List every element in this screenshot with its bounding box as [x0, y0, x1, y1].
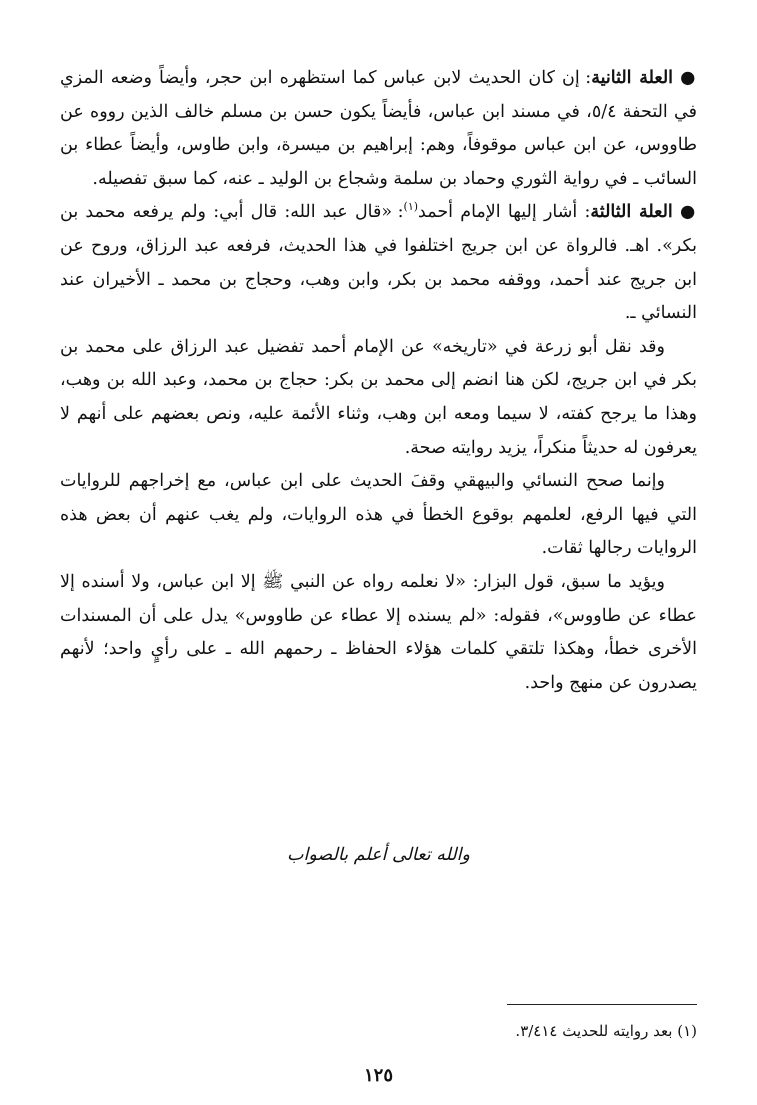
bullet-icon: ● — [680, 202, 697, 223]
paragraph-text: ويؤيد ما سبق، قول البزار: «لا نعلمه رواه عن النبي ﷺ إلا ابن عباس، ولا أسنده إلا عطاء عن طاووس»، فقوله: «لم يسنده إلا عطاء عن طاووس» يدل على أن المسندات الأخرى خطأ، وهكذا تلتقي كلمات هؤلاء الحفاظ ـ رحمهم الله ـ على رأيٍ واحد؛ لأنهم يصدرون عن منهج واحد. — [60, 571, 697, 693]
paragraph-text: : أشار إليها الإمام أحمد — [418, 202, 591, 223]
page-body — [60, 62, 697, 1105]
footnote-marker[interactable]: (١) — [403, 200, 419, 214]
paragraph-third-defect — [60, 196, 697, 330]
page-number: ١٢٥ — [363, 1065, 393, 1086]
paragraph-text: وقد نقل أبو زرعة في «تاريخه» عن الإمام أحمد تفضيل عبد الرزاق على محمد بن بكر في ابن جريج، لكن هنا انضم إلى محمد بن بكر: حجاج بن محمد، وعبد الله بن وهب، وهذا ما يرجح كفته، لا سيما ومعه ابن وهب، وثناء الأئمة عليه، ونص بعضهم على أنهم لا يعرفون له حديثاً منكراً، يزيد روايته صحة. — [60, 336, 697, 458]
paragraph-text: وإنما صحح النسائي والبيهقي وقفَ الحديث على ابن عباس، مع إخراجهم للروايات التي فيها الرفع، لعلمهم بوقوع الخطأ في هذه الروايات، ولم يغب عنهم أن بعض هذه الروايات رجالها ثقات. — [60, 471, 697, 559]
paragraph-text: : إن كان الحديث لابن عباس كما استظهره ابن حجر، وأيضاً وضعه المزي في التحفة ٥/٤، في مسند ابن عباس، فأيضاً يكون حسن بن مسلم خالف الذين رووه عن طاووس، عن ابن عباس موقوفاً، وهم: إبراهيم بن ميسرة، وابن طاوس، وأيضاً عطاء بن السائب ـ في رواية الثوري وحماد بن سلمة وشجاع بن الوليد ـ عنه، كما سبق تفصيله. — [60, 68, 697, 189]
footnote-divider — [507, 1004, 697, 1005]
paragraph-second-defect — [60, 62, 697, 196]
paragraph-nasai-bayhaqi — [60, 465, 697, 566]
paragraph-abu-zura — [60, 331, 697, 465]
bullet-icon: ● — [680, 68, 697, 88]
section-heading: العلة الثانية — [591, 68, 674, 88]
closing-phrase: والله تعالى أعلم بالصواب — [287, 845, 470, 865]
paragraph-bazzar — [60, 566, 697, 700]
footnote: (١) بعد روايته للحديث ٣/٤١٤. — [515, 1022, 697, 1040]
paragraph-text: : «قال عبد الله: قال أبي: ولم يرفعه محمد بن بكر». اهـ. فالرواة عن ابن جريج اختلفوا في هذا الحديث، فرفعه عبد الرزاق، وروح عن ابن جريج عند أحمد، ووقفه محمد بن بكر، وابن وهب، وحجاج بن محمد ـ الأخيران عند النسائي ـ. — [60, 202, 697, 324]
section-heading: العلة الثالثة — [590, 202, 673, 223]
